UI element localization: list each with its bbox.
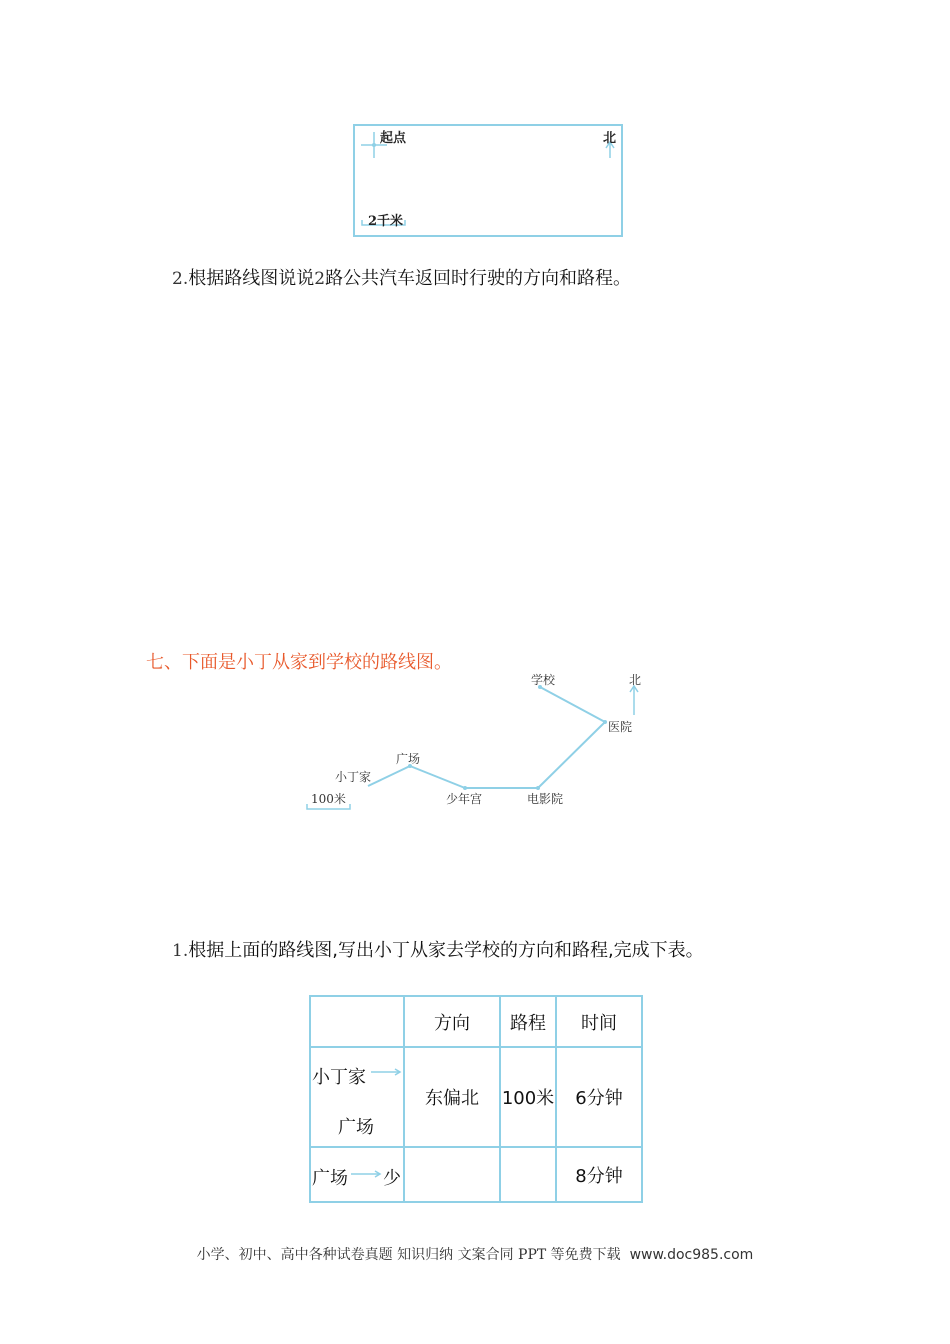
segment-from: 小丁家 (312, 1067, 366, 1088)
scale-label: 100米 (311, 792, 346, 806)
page-footer (0, 1244, 950, 1264)
arrow-icon (351, 1169, 383, 1179)
youth-palace-label: 少年宫 (446, 792, 483, 806)
question-1 (172, 936, 704, 962)
table-header-row (310, 996, 642, 1047)
segment-from: 广场 (312, 1168, 348, 1189)
footer-site-link[interactable]: www.doc985.com (629, 1247, 754, 1263)
question-text: 根据路线图说说 (188, 268, 315, 289)
segment-cell (310, 1147, 404, 1202)
section-7-title: 七、下面是小丁从家到学校的路线图。 (146, 652, 452, 673)
home-label: 小丁家 (335, 770, 372, 784)
hospital-label: 医院 (608, 720, 633, 734)
header-cell-direction: 方向 (404, 996, 500, 1047)
answer-table (309, 995, 643, 1203)
question-number: 2. (172, 269, 189, 289)
header-cell-time: 时间 (556, 996, 642, 1047)
distance-cell[interactable] (500, 1147, 556, 1202)
north-label: 北 (629, 673, 642, 687)
square-label: 广场 (396, 752, 421, 766)
start-label: 起点 (380, 131, 407, 146)
cinema-label: 电影院 (527, 792, 564, 806)
segment-cell (310, 1047, 404, 1147)
scale-label: 2千米 (368, 214, 404, 229)
segment-to: 广场 (338, 1117, 374, 1138)
direction-cell: 东偏北 (404, 1047, 500, 1147)
hospital-point (603, 720, 607, 724)
time-cell: 6分钟 (556, 1047, 642, 1147)
route-number: 2 (314, 269, 326, 289)
route-line (368, 687, 605, 788)
question-text: 根据上面的路线图,写出小丁从家去学校的方向和路程,完成下表。 (188, 940, 704, 961)
footer-text: 小学、初中、高中各种试卷真题 知识归纳 文案合同 PPT 等免费下载 (196, 1247, 621, 1263)
header-cell-distance: 路程 (500, 996, 556, 1047)
distance-cell: 100米 (500, 1047, 556, 1147)
table-row (310, 1047, 642, 1147)
header-cell-blank (310, 996, 404, 1047)
time-cell: 8分钟 (556, 1147, 642, 1202)
table-row (310, 1147, 642, 1202)
start-point (372, 143, 376, 147)
question-number: 1. (172, 941, 189, 961)
school-label: 学校 (531, 673, 556, 687)
segment-to: 少 (383, 1168, 401, 1189)
north-label: 北 (603, 131, 617, 146)
direction-cell[interactable] (404, 1147, 500, 1202)
arrow-icon (371, 1067, 403, 1077)
question-2 (172, 264, 631, 290)
question-text-rest: 路公共汽车返回时行驶的方向和路程。 (325, 268, 632, 289)
